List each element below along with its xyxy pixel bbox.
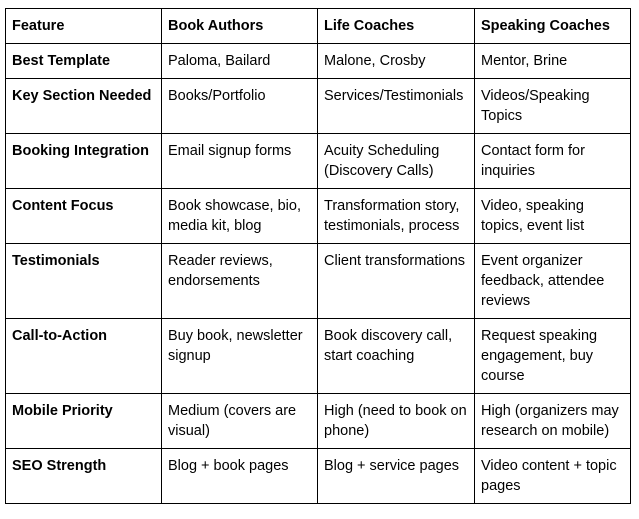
speaking-coaches-cell: Contact form for inquiries — [475, 134, 631, 189]
header-book-authors: Book Authors — [162, 9, 318, 44]
table-row — [6, 44, 631, 79]
speaking-coaches-cell: Videos/Speaking Topics — [475, 79, 631, 134]
book-authors-cell: Buy book, newsletter signup — [162, 319, 318, 394]
header-life-coaches: Life Coaches — [318, 9, 475, 44]
book-authors-cell: Blog + book pages — [162, 449, 318, 504]
feature-cell: SEO Strength — [6, 449, 162, 504]
table-row — [6, 189, 631, 244]
table-row — [6, 79, 631, 134]
book-authors-cell: Books/Portfolio — [162, 79, 318, 134]
book-authors-cell: Book showcase, bio, media kit, blog — [162, 189, 318, 244]
header-row — [6, 9, 631, 44]
book-authors-cell: Reader reviews, endorsements — [162, 244, 318, 319]
feature-cell: Content Focus — [6, 189, 162, 244]
life-coaches-cell: Transformation story, testimonials, process — [318, 189, 475, 244]
feature-cell: Call-to-Action — [6, 319, 162, 394]
feature-cell: Key Section Needed — [6, 79, 162, 134]
speaking-coaches-cell: Request speaking engagement, buy course — [475, 319, 631, 394]
comparison-table — [5, 8, 631, 504]
table-row — [6, 319, 631, 394]
feature-cell: Best Template — [6, 44, 162, 79]
life-coaches-cell: Client transformations — [318, 244, 475, 319]
speaking-coaches-cell: Video content + topic pages — [475, 449, 631, 504]
speaking-coaches-cell: Event organizer feedback, attendee reviews — [475, 244, 631, 319]
table-row — [6, 244, 631, 319]
book-authors-cell: Medium (covers are visual) — [162, 394, 318, 449]
comparison-table-container — [5, 8, 631, 504]
life-coaches-cell: Book discovery call, start coaching — [318, 319, 475, 394]
table-row — [6, 394, 631, 449]
feature-cell: Testimonials — [6, 244, 162, 319]
speaking-coaches-cell: High (organizers may research on mobile) — [475, 394, 631, 449]
book-authors-cell: Paloma, Bailard — [162, 44, 318, 79]
table-row — [6, 449, 631, 504]
speaking-coaches-cell: Mentor, Brine — [475, 44, 631, 79]
life-coaches-cell: High (need to book on phone) — [318, 394, 475, 449]
life-coaches-cell: Blog + service pages — [318, 449, 475, 504]
header-feature: Feature — [6, 9, 162, 44]
life-coaches-cell: Malone, Crosby — [318, 44, 475, 79]
feature-cell: Booking Integration — [6, 134, 162, 189]
table-row — [6, 134, 631, 189]
feature-cell: Mobile Priority — [6, 394, 162, 449]
life-coaches-cell: Acuity Scheduling (Discovery Calls) — [318, 134, 475, 189]
life-coaches-cell: Services/Testimonials — [318, 79, 475, 134]
speaking-coaches-cell: Video, speaking topics, event list — [475, 189, 631, 244]
header-speaking-coaches: Speaking Coaches — [475, 9, 631, 44]
book-authors-cell: Email signup forms — [162, 134, 318, 189]
